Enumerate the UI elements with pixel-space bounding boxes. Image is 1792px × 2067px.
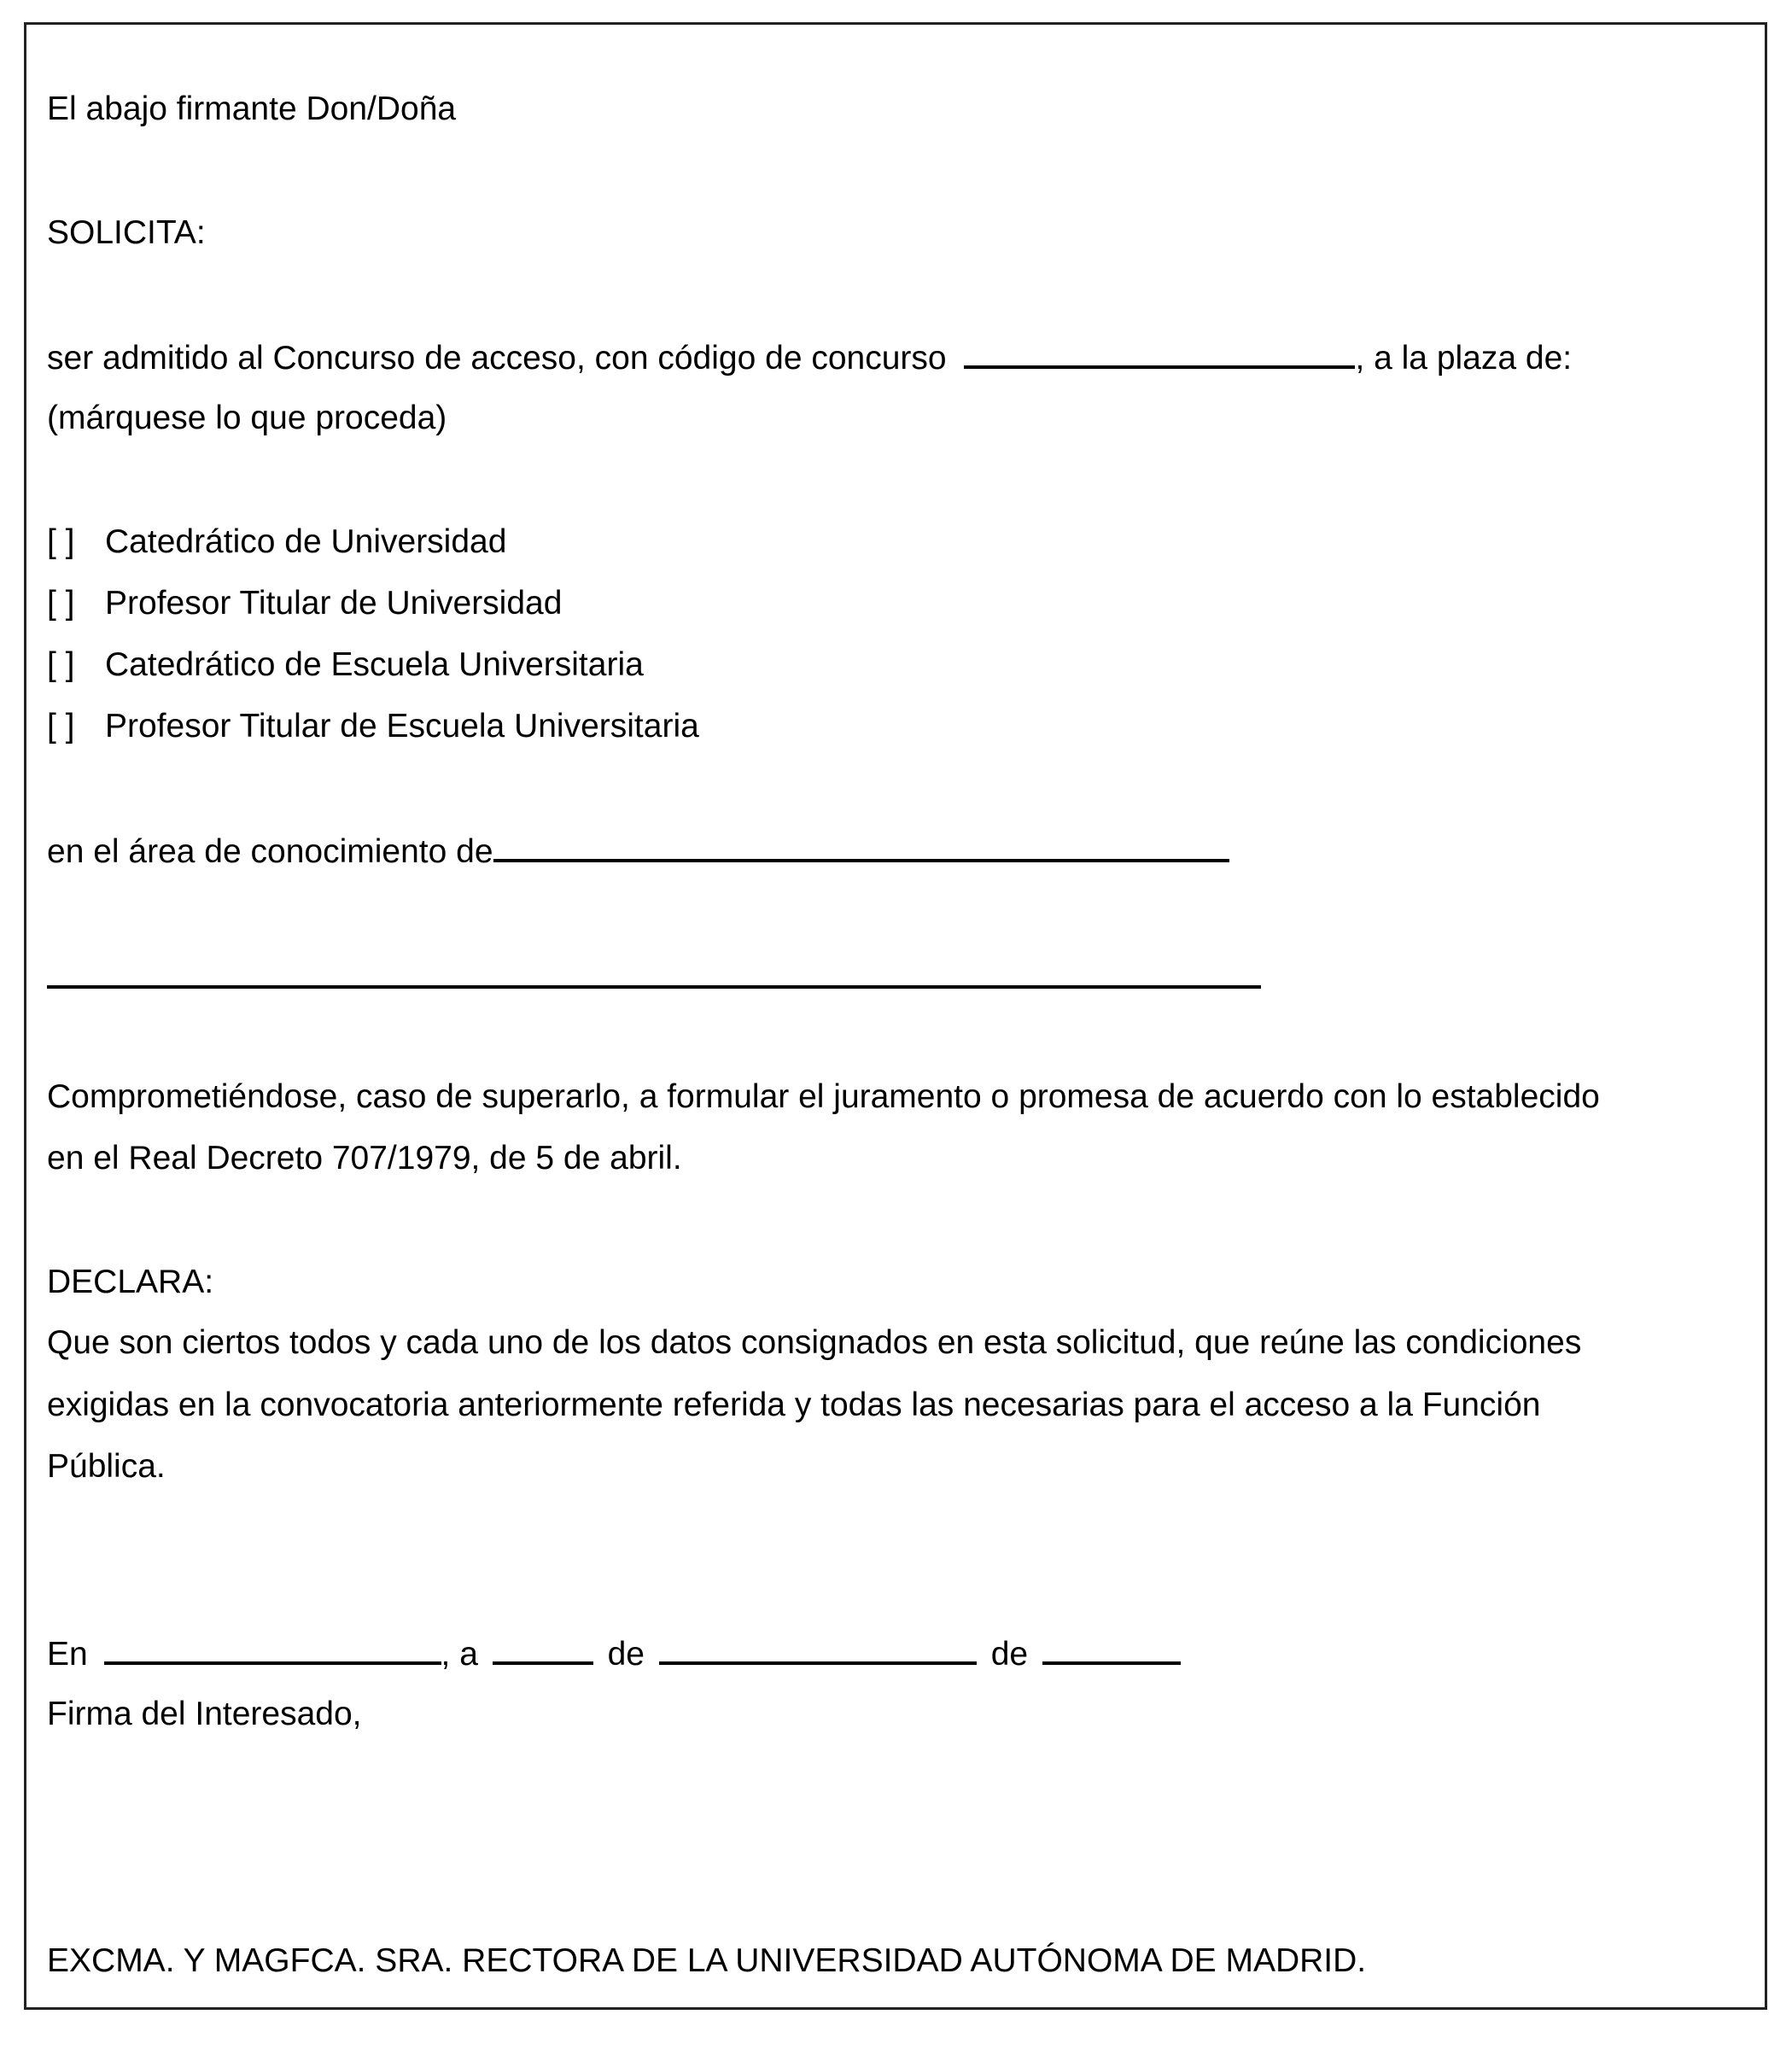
option-titular-universidad[interactable] <box>47 587 562 620</box>
declara-line-1: Que son ciertos todos y cada uno de los datos consignados en esta solicitud, que reúne las condiciones <box>47 1324 1582 1361</box>
place-date-line <box>47 1636 1181 1671</box>
commitment-line-1: Comprometiéndose, caso de superarlo, a formular el juramento o promesa de acuerdo con lo establecido <box>47 1078 1600 1115</box>
option-label: Catedrático de Universidad <box>105 523 507 560</box>
checkbox[interactable]: [ ] <box>47 646 75 683</box>
declara-heading: DECLARA: <box>47 1264 214 1300</box>
option-label: Profesor Titular de Escuela Universitaria <box>105 708 699 744</box>
admission-line <box>47 340 1572 375</box>
option-titular-escuela[interactable] <box>47 709 699 743</box>
area-label: en el área de conocimiento de <box>47 833 493 870</box>
month-label: de <box>607 1636 645 1673</box>
solicita-heading: SOLICITA: <box>47 214 206 251</box>
contest-code-field[interactable] <box>964 340 1355 369</box>
option-label: Catedrático de Escuela Universitaria <box>105 646 644 683</box>
commitment-line-2: en el Real Decreto 707/1979, de 5 de abril. <box>47 1140 682 1177</box>
year-label: de <box>990 1636 1029 1673</box>
area-field[interactable] <box>493 833 1229 862</box>
admission-text: ser admitido al Concurso de acceso, con código de concurso <box>47 340 947 377</box>
month-field[interactable] <box>659 1636 977 1665</box>
place-label: En <box>47 1636 88 1673</box>
day-field[interactable] <box>493 1636 593 1665</box>
option-label: Profesor Titular de Universidad <box>105 585 563 622</box>
checkbox[interactable]: [ ] <box>47 585 75 622</box>
intro-text: El abajo firmante Don/Doña <box>47 91 457 127</box>
declara-line-2: exigidas en la convocatoria anteriormente referida y todas las necesarias para el acceso a la Función <box>47 1387 1541 1423</box>
area-line <box>47 833 1229 868</box>
area-field-continuation[interactable] <box>47 985 1261 989</box>
declara-line-3: Pública. <box>47 1448 166 1485</box>
signature-label: Firma del Interesado, <box>47 1696 362 1732</box>
option-catedratico-escuela[interactable] <box>47 648 644 681</box>
year-field[interactable] <box>1042 1636 1181 1665</box>
checkbox[interactable]: [ ] <box>47 708 75 744</box>
addressee: EXCMA. Y MAGFCA. SRA. RECTORA DE LA UNIVERSIDAD AUTÓNOMA DE MADRID. <box>47 1942 1367 1979</box>
day-label: , a <box>441 1636 478 1673</box>
place-field[interactable] <box>104 1636 441 1665</box>
checkbox[interactable]: [ ] <box>47 523 75 560</box>
instruction-text: (márquese lo que proceda) <box>47 400 447 436</box>
option-catedratico-universidad[interactable] <box>47 525 506 558</box>
admission-text-after: , a la plaza de: <box>1355 340 1573 377</box>
